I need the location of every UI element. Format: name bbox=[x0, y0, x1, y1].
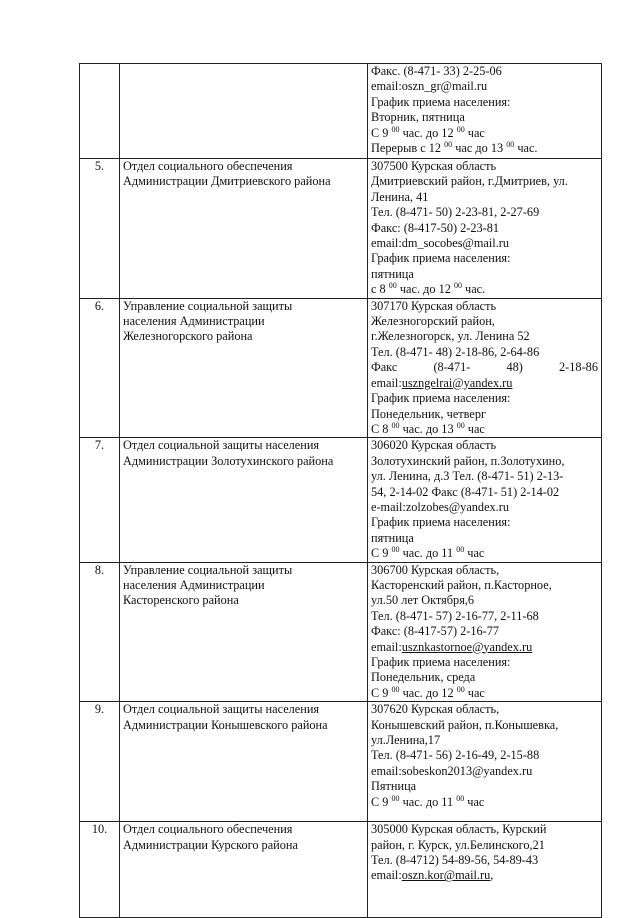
text: Понедельник, среда bbox=[371, 670, 476, 685]
text: Перерыв с 12 bbox=[371, 141, 445, 156]
contact-info-line bbox=[371, 314, 598, 329]
contact-info-line bbox=[371, 159, 598, 174]
text: Железногорский район, bbox=[371, 314, 495, 329]
text: График приема населения: bbox=[371, 94, 511, 109]
text: 307500 Курская область bbox=[371, 159, 497, 173]
contact-info bbox=[368, 159, 602, 299]
organization-name-line: Администрации Золотухинского района bbox=[123, 453, 334, 468]
text: 306700 Курская область, bbox=[371, 562, 500, 577]
text: ул.50 лет Октября,6 bbox=[371, 593, 475, 608]
text: Понедельник, четверг bbox=[371, 406, 487, 421]
organization-name-line: Отдел социальной защиты населения bbox=[123, 438, 320, 453]
fax-part: Факс bbox=[371, 360, 398, 375]
contact-info-line bbox=[371, 282, 598, 297]
text: час bbox=[464, 421, 485, 436]
text: час bbox=[464, 794, 485, 809]
text: Ленина, 41 bbox=[371, 189, 429, 204]
organization-name-line: Отдел социальной защиты населения bbox=[123, 702, 320, 717]
text: Золотухинский район, п.Золотухино, bbox=[371, 453, 565, 468]
contact-info-line bbox=[371, 236, 598, 251]
contact-info-line bbox=[371, 438, 598, 453]
text: email:oszn_gr@mail.ru bbox=[371, 79, 488, 94]
contact-info-line bbox=[371, 469, 598, 484]
contact-info-line bbox=[371, 563, 598, 578]
contact-info-line bbox=[371, 485, 598, 500]
text: Факс: (8-417-57) 2-16-77 bbox=[371, 624, 500, 639]
text: График приема населения: bbox=[371, 655, 511, 669]
superscript-minutes: 00 bbox=[456, 545, 465, 555]
superscript-minutes: 00 bbox=[506, 139, 515, 149]
contact-info-line bbox=[371, 376, 598, 391]
contact-info-line bbox=[371, 500, 598, 515]
contact-info-line bbox=[371, 546, 598, 561]
contact-info-line bbox=[371, 718, 598, 733]
superscript-minutes: 00 bbox=[453, 281, 462, 291]
superscript-minutes: 00 bbox=[456, 684, 465, 694]
organization-name bbox=[120, 438, 368, 562]
text: Касторенский район, п.Касторное, bbox=[371, 577, 552, 592]
contact-info bbox=[368, 438, 602, 562]
contact-info-line bbox=[371, 764, 598, 779]
email-link[interactable]: oszn.kor@mail.ru bbox=[401, 868, 491, 883]
text: С 9 bbox=[371, 685, 392, 700]
superscript-minutes: 00 bbox=[391, 793, 400, 803]
contact-info bbox=[368, 702, 602, 822]
contact-info-line bbox=[371, 853, 598, 868]
text: пятница bbox=[371, 530, 414, 545]
contact-info-line bbox=[371, 251, 598, 266]
table-row bbox=[80, 159, 602, 299]
contact-info-line bbox=[371, 141, 598, 156]
text: Факс: (8-417-50) 2-23-81 bbox=[371, 220, 500, 235]
contact-info-line bbox=[371, 531, 598, 546]
text: с 8 bbox=[371, 282, 389, 297]
superscript-minutes: 00 bbox=[391, 420, 400, 430]
contact-info-line bbox=[371, 624, 598, 639]
text: , bbox=[490, 868, 494, 883]
contact-info-line bbox=[371, 578, 598, 593]
text: 307620 Курская область, bbox=[371, 702, 500, 717]
text: 306020 Курская область bbox=[371, 438, 497, 453]
contact-info-line bbox=[371, 299, 598, 314]
contact-info-line bbox=[371, 174, 598, 189]
contact-info-line bbox=[371, 609, 598, 624]
table-row bbox=[80, 64, 602, 159]
text: Тел. (8-471- 48) 2-18-86, 2-64-86 bbox=[371, 344, 540, 359]
text: Тел. (8-4712) 54-89-56, 54-89-43 bbox=[371, 853, 539, 868]
superscript-minutes: 00 bbox=[391, 124, 400, 134]
text: час. до 12 bbox=[399, 125, 457, 140]
contact-info-line bbox=[371, 733, 598, 748]
contact-info-line bbox=[371, 391, 598, 406]
text: час bbox=[464, 685, 485, 700]
text: пятница bbox=[371, 266, 414, 281]
text: С 9 bbox=[371, 125, 392, 140]
organization-name bbox=[120, 298, 368, 438]
text: Тел. (8-471- 57) 2-16-77, 2-11-68 bbox=[371, 608, 539, 623]
organization-name bbox=[120, 64, 368, 159]
text: Пятница bbox=[371, 779, 417, 794]
superscript-minutes: 00 bbox=[456, 793, 465, 803]
contact-info-line bbox=[371, 748, 598, 763]
contact-info-line bbox=[371, 221, 598, 236]
contact-info-line bbox=[371, 515, 598, 530]
text: email:sobeskon2013@yandex.ru bbox=[371, 763, 533, 778]
organization-name-line: Управление социальной защиты bbox=[123, 298, 293, 313]
table-row bbox=[80, 298, 602, 438]
email-link[interactable]: uszngelrai@yandex.ru bbox=[401, 375, 513, 390]
organization-name bbox=[120, 562, 368, 702]
contact-info-line bbox=[371, 686, 598, 701]
text: час до 13 bbox=[452, 141, 507, 156]
contact-info-line bbox=[371, 95, 598, 110]
contact-info-line bbox=[371, 822, 598, 837]
row-number bbox=[80, 64, 120, 159]
organization-name bbox=[120, 159, 368, 299]
text: График приема населения: bbox=[371, 251, 511, 266]
text: Конышевский район, п.Конышевка, bbox=[371, 717, 559, 732]
text: 307170 Курская область bbox=[371, 298, 497, 313]
contact-info-line bbox=[371, 422, 598, 437]
row-number: 10. bbox=[80, 822, 120, 918]
text: email: bbox=[371, 868, 402, 883]
contact-info-line bbox=[371, 360, 598, 375]
text: 54, 2-14-02 Факс (8-471- 51) 2-14-02 bbox=[371, 484, 560, 499]
contact-info-line bbox=[371, 267, 598, 282]
table-row bbox=[80, 702, 602, 822]
contact-info-line bbox=[371, 454, 598, 469]
contact-info-line bbox=[371, 64, 598, 79]
organization-name-line: Администрации Дмитриевского района bbox=[123, 174, 331, 189]
text: час. до 12 bbox=[396, 282, 454, 297]
text: email: bbox=[371, 375, 402, 390]
organization-name-line: Управление социальной защиты bbox=[123, 562, 293, 577]
contact-info-line bbox=[371, 126, 598, 141]
row-number: 7. bbox=[80, 438, 120, 562]
text: Тел. (8-471- 50) 2-23-81, 2-27-69 bbox=[371, 205, 540, 220]
text: район, г. Курск, ул.Белинского,21 bbox=[371, 837, 545, 852]
contact-info-line bbox=[371, 655, 598, 670]
organization-name-line: Касторенского района bbox=[123, 593, 239, 608]
text: С 8 bbox=[371, 421, 392, 436]
contact-info-line bbox=[371, 190, 598, 205]
table-row bbox=[80, 438, 602, 562]
text: час. до 12 bbox=[399, 685, 457, 700]
text: Тел. (8-471- 56) 2-16-49, 2-15-88 bbox=[371, 748, 540, 763]
superscript-minutes: 00 bbox=[388, 281, 397, 291]
organization-name bbox=[120, 822, 368, 918]
text: час bbox=[464, 125, 485, 140]
contact-info-line bbox=[371, 779, 598, 794]
text: e-mail:zolzobes@yandex.ru bbox=[371, 499, 509, 514]
text: email: bbox=[371, 639, 402, 654]
contact-info bbox=[368, 298, 602, 438]
organization-name-line: Железногорского района bbox=[123, 329, 253, 344]
contact-info-line bbox=[371, 79, 598, 94]
contact-info bbox=[368, 562, 602, 702]
row-number: 5. bbox=[80, 159, 120, 299]
contact-info bbox=[368, 64, 602, 159]
text: С 9 bbox=[371, 794, 392, 809]
contact-info-line bbox=[371, 205, 598, 220]
contact-info-line bbox=[371, 110, 598, 125]
text: час. до 11 bbox=[399, 546, 457, 561]
contact-info bbox=[368, 822, 602, 918]
text: График приема населения: bbox=[371, 391, 511, 406]
text: С 9 bbox=[371, 546, 392, 561]
row-number: 9. bbox=[80, 702, 120, 822]
text: Факс. (8-471- 33) 2-25-06 bbox=[371, 64, 502, 78]
organization-name-line: Администрации Курского района bbox=[123, 837, 298, 852]
contact-info-line bbox=[371, 868, 598, 883]
text: Вторник, пятница bbox=[371, 110, 465, 125]
contact-info-line bbox=[371, 702, 598, 717]
organization-name-line: Отдел социального обеспечения bbox=[123, 822, 293, 837]
text: час. bbox=[461, 282, 486, 297]
text: График приема населения: bbox=[371, 515, 511, 530]
contact-info-line bbox=[371, 593, 598, 608]
text: г.Железногорск, ул. Ленина 52 bbox=[371, 329, 530, 344]
superscript-minutes: 00 bbox=[456, 420, 465, 430]
superscript-minutes: 00 bbox=[391, 545, 400, 555]
table-row bbox=[80, 562, 602, 702]
contact-info-line bbox=[371, 329, 598, 344]
text: Дмитриевский район, г.Дмитриев, ул. bbox=[371, 174, 568, 189]
contact-info-line bbox=[371, 670, 598, 685]
row-number: 8. bbox=[80, 562, 120, 702]
contact-info-line bbox=[371, 345, 598, 360]
contact-info-line bbox=[371, 838, 598, 853]
contact-info-line bbox=[371, 640, 598, 655]
text: ул.Ленина,17 bbox=[371, 733, 441, 748]
fax-part: (8-471- bbox=[433, 360, 471, 375]
superscript-minutes: 00 bbox=[444, 139, 453, 149]
social-services-table bbox=[79, 63, 602, 918]
text: час bbox=[464, 546, 485, 561]
organization-name bbox=[120, 702, 368, 822]
text: час. до 13 bbox=[399, 421, 457, 436]
organization-name-line: населения Администрации bbox=[123, 577, 265, 592]
table-row bbox=[80, 822, 602, 918]
fax-part: 2-18-86 bbox=[559, 360, 598, 375]
organization-name-line: Администрации Конышевского района bbox=[123, 717, 328, 732]
email-link[interactable]: usznkastornoe@yandex.ru bbox=[401, 639, 533, 654]
text: час. bbox=[514, 141, 538, 156]
text: email:dm_socobes@mail.ru bbox=[371, 236, 510, 251]
superscript-minutes: 00 bbox=[456, 124, 465, 134]
organization-name-line: Отдел социального обеспечения bbox=[123, 159, 293, 173]
contact-info-line bbox=[371, 795, 598, 810]
fax-part: 48) bbox=[506, 360, 523, 375]
text: 305000 Курская область, Курский bbox=[371, 822, 547, 837]
organization-name-line: населения Администрации bbox=[123, 314, 265, 329]
contact-info-line bbox=[371, 407, 598, 422]
text: час. до 11 bbox=[399, 794, 457, 809]
superscript-minutes: 00 bbox=[391, 684, 400, 694]
row-number: 6. bbox=[80, 298, 120, 438]
text: ул. Ленина, д.3 Тел. (8-471- 51) 2-13- bbox=[371, 469, 564, 484]
